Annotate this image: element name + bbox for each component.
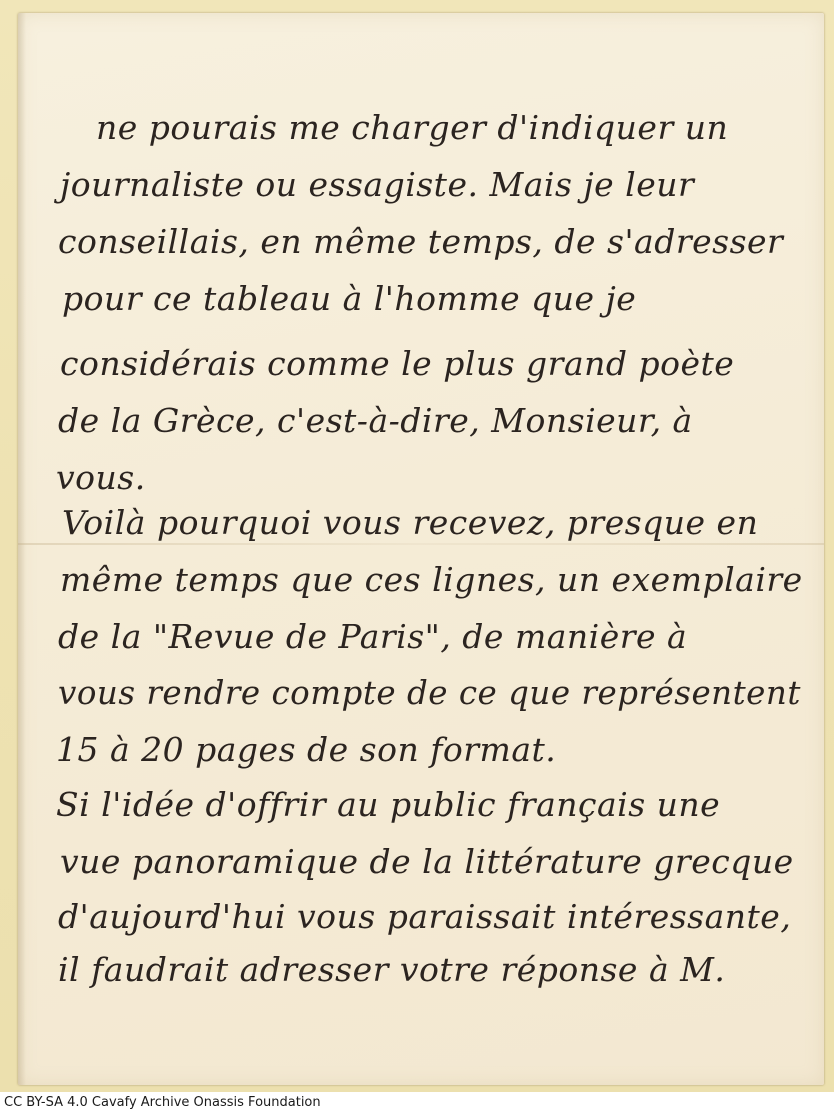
letter-line: Voilà pourquoi vous recevez, presque en [62, 503, 759, 542]
page-edge-shadow [18, 13, 26, 1085]
letter-line: pour ce tableau à l'homme que je [62, 279, 637, 318]
letter-line: journaliste ou essagiste. Mais je leur [60, 165, 695, 204]
letter-line: Si l'idée d'offrir au public français une [56, 785, 721, 824]
letter-line: d'aujourd'hui vous paraissait intéressante, [58, 897, 792, 936]
letter-line: vue panoramique de la littérature grecque [60, 842, 794, 881]
letter-line: de la Grèce, c'est-à-dire, Monsieur, à [58, 401, 693, 440]
letter-line: vous. [56, 458, 146, 497]
letter-line: conseillais, en même temps, de s'adresser [58, 222, 784, 261]
paper-fold [18, 543, 824, 545]
letter-line: de la "Revue de Paris", de manière à [58, 617, 688, 656]
letter-line: il faudrait adresser votre réponse à M. [58, 950, 726, 989]
letter-line: même temps que ces lignes, un exemplaire [60, 560, 803, 599]
letter-line: 15 à 20 pages de son format. [56, 730, 557, 769]
letter-line: ne pourais me charger d'indiquer un [96, 108, 729, 147]
letter-line: vous rendre compte de ce que représentent [58, 674, 801, 712]
letter-line: considérais comme le plus grand poète [60, 344, 735, 383]
license-credit: CC BY-SA 4.0 Cavafy Archive Onassis Foundation [4, 1095, 321, 1110]
letter-page [18, 13, 824, 1085]
